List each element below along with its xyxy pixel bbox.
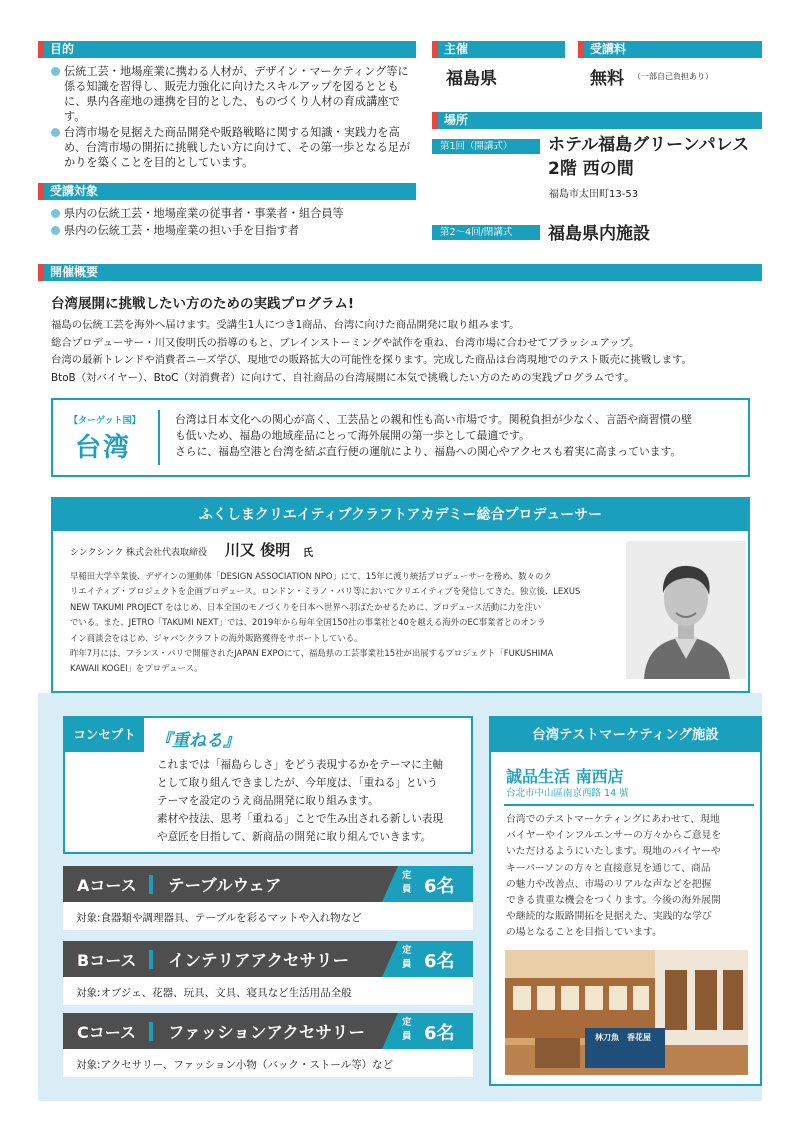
facility-address: 台北市中山區南京西路 14 號 <box>506 788 629 799</box>
producer-banner: ふくしまクリエイティブクラフトアカデミー総合プロデューサー <box>53 499 748 531</box>
organizer-value: 福島県 <box>446 69 497 89</box>
facility-desc <box>506 812 721 942</box>
concept-line: 素材や技法、思考「重ねる」ことで生み出される新しい表現 <box>157 813 444 825</box>
facility-divider <box>504 804 754 806</box>
course-capacity <box>398 866 473 902</box>
audience-heading-bar <box>38 183 416 200</box>
bio-line: KAWAII KOGEI」をプロデュース。 <box>70 663 203 674</box>
facility-banner: 台湾テストマーケティング施設 <box>491 718 760 752</box>
concept-line: これまでは「福島らしさ」をどう表現するかをテーマに主軸 <box>157 759 444 771</box>
facility-line: キーパーソンの方々と直接意見を通じて、商品 <box>506 862 711 874</box>
target-line: さらに、福島空港と台湾を結ぶ直行便の運航により、福島への関心やアクセスも着実に高まっています。 <box>175 445 682 458</box>
target-divider <box>158 410 160 465</box>
producer-org: シンクシンク 株式会社代表取締役 <box>70 548 208 558</box>
venue-first-address: 福島市太田町13-53 <box>549 189 639 200</box>
producer-box <box>51 497 750 693</box>
audience-item: 県内の伝統工芸・地場産業の従事者・事業者・組合員等 <box>50 206 416 221</box>
facility-line: の魅力や改善点、市場のリアルな声などを把握 <box>506 878 712 890</box>
course-target: 対象:食器類や調理器具、テーブルを彩るマットや入れ物など <box>76 912 362 924</box>
concept-line: テーマを設定のうえ商品開発に取り組みます。 <box>157 795 379 807</box>
concept-box <box>63 716 473 854</box>
target-country-label: 【ターゲット国】 <box>69 416 141 426</box>
facility-line: できる貴重な機会をつくります。今後の海外展開 <box>506 895 721 907</box>
bio-line: NEW TAKUMI PROJECT をはじめ、日本全国のモノづくりを日本へ世界へ羽ばたかせるために、プロデュース活動に力を注い <box>70 601 542 612</box>
course-a <box>63 866 473 930</box>
course-target: 対象:オブジェ、花器、玩具、文具、寝具など生活用品全般 <box>76 987 352 999</box>
venue-first <box>548 133 749 181</box>
venue-first-tag: 第1回（開講式） <box>432 139 540 154</box>
course-capacity <box>398 941 473 977</box>
capacity-value: 6名 <box>424 951 455 972</box>
target-country-box <box>51 398 750 477</box>
bio-line: 昨年7月には、フランス・パリで開催されたJAPAN EXPOにて、福島県の工芸事業社15社が出展するプロジェクト「FUKUSHIMA <box>70 648 554 659</box>
bio-line: でいる。また、JETRO「TAKUMI NEXT」では、2019年から毎年全国150社の事業社と40を越える海外のEC事業者とのオンラ <box>70 617 546 628</box>
fee-heading: 受講料 <box>590 42 627 56</box>
purpose-heading-bar <box>38 41 416 58</box>
course-c <box>63 1013 473 1077</box>
facility-line: や継続的な販路開拓を見据えた、実践的な学び <box>506 911 712 923</box>
producer-bio <box>70 569 645 677</box>
overview-title: 台湾展開に挑戦したい方のための実践プログラム! <box>51 296 355 312</box>
course-code: Bコース <box>77 951 137 970</box>
concept-label: コンセプト <box>65 718 144 752</box>
producer-name: 川又 俊明 <box>225 541 291 559</box>
facility-store: 誠品生活 南西店 <box>506 767 624 786</box>
concept-title: 『重ねる』 <box>155 731 240 751</box>
venue-heading: 場所 <box>444 113 469 127</box>
capacity-label: 定員 <box>402 1017 412 1042</box>
facility-box <box>489 716 762 1086</box>
overview-line: 福島の伝統工芸を海外へ届けます。受講生1人につき1商品、台湾に向けた商品開発に取り組みます。 <box>51 319 520 331</box>
course-name: インテリアアクセサリー <box>168 951 350 970</box>
course-name: ファッションアクセサリー <box>168 1023 365 1042</box>
capacity-value: 6名 <box>424 876 455 897</box>
course-b-header <box>63 941 473 977</box>
booth-sign-2: 香花屋 <box>627 1033 651 1042</box>
purpose-item: 伝統工芸・地場産業に携わる人材が、デザイン・マーケティング等に係る知識を習得し、販売力強化に向けたスキルアップを図るとともに、県内各産地の連携を目的とした、ものづくり人材の育成講座です。 <box>50 64 416 124</box>
organizer-heading-bar <box>432 41 565 58</box>
overview-heading-bar <box>38 264 762 281</box>
course-name: テーブルウェア <box>168 876 282 895</box>
course-b <box>63 941 473 1005</box>
course-capacity <box>398 1013 473 1049</box>
venue-first-name: ホテル福島グリーンパレス <box>548 135 750 155</box>
facility-line: バイヤーやインフルエンサーの方々からご意見を <box>506 830 722 842</box>
course-code: Aコース <box>77 876 137 895</box>
bio-line: イン商談会をはじめ、ジャパンクラフトの海外販路獲得をサポートしている。 <box>70 632 363 643</box>
course-c-header <box>63 1013 473 1049</box>
overview-line: BtoB（対バイヤー）、BtoC（対消費者）に向けて、自社商品の台湾展開に本気で挑戦したい方のための実践プログラムです。 <box>51 371 635 384</box>
fee-note: （一部自己負担あり） <box>633 72 713 81</box>
facility-line: の場となることを目指しています。 <box>506 927 662 939</box>
concept-line: として取り組んできましたが、今年度は、「重ねる」という <box>157 777 438 789</box>
fee-value: 無料 <box>590 69 624 89</box>
audience-heading: 受講対象 <box>50 184 99 198</box>
purpose-item: 台湾市場を見据えた商品開発や販路戦略に関する知識・実践力を高め、台湾市場の開拓に挑戦したい方に向けて、その第一歩となる足がかりを築くことを目的としています。 <box>50 125 416 170</box>
producer-photo <box>626 541 746 679</box>
target-line: も低いため、福島の地域産品にとって海外展開の第一歩として最適です。 <box>175 429 530 442</box>
bio-line: 早稲田大学卒業後、デザインの運動体「DESIGN ASSOCIATION NPO」にて、15年に渡り統括プロデューサーを務め、数々のク <box>70 571 552 581</box>
target-country-name: 台湾 <box>75 433 132 463</box>
audience-list <box>50 206 416 238</box>
course-target: 対象:アクセサリー、ファッション小物（バック・ストール等）など <box>76 1059 394 1071</box>
store-photo <box>505 950 748 1075</box>
person-portrait-icon <box>626 541 746 679</box>
organizer-heading: 主催 <box>444 42 469 56</box>
bio-line: リエイティブ・プロジェクトを企画プロデュース。ロンドン・ミラノ・パリ等においてクリエイティブを発信してきた。独立後、LEXUS <box>70 586 581 597</box>
capacity-label: 定員 <box>402 945 412 970</box>
fee-heading-bar <box>578 41 762 58</box>
target-line: 台湾は日本文化への関心が高く、工芸品との親和性も高い市場です。関税負担が少なく、言語や商習慣の壁 <box>175 413 692 426</box>
venue-first-room: 2階 西の間 <box>548 159 634 179</box>
booth-sign-1: 林刀魚 <box>595 1033 619 1042</box>
concept-line: や意匠を目指して、新商品の開発に取り組んでいきます。 <box>157 831 432 843</box>
capacity-label: 定員 <box>402 870 412 895</box>
audience-item: 県内の伝統工芸・地場産業の担い手を目指す者 <box>50 223 416 238</box>
venue-heading-bar <box>432 112 762 129</box>
course-code: Cコース <box>77 1023 136 1042</box>
store-interior-icon <box>505 950 748 1075</box>
course-a-header <box>63 866 473 902</box>
purpose-heading: 目的 <box>50 42 75 56</box>
purpose-list <box>50 64 416 170</box>
facility-line: 台湾でのテストマーケティングにあわせて、現地 <box>506 814 720 825</box>
target-country-desc <box>175 412 692 460</box>
overview-line: 総合プロデューサー・川又俊明氏の指導のもと、ブレインストーミングや試作を重ね、台湾市場に合わせてブラッシュアップ。 <box>51 336 640 349</box>
venue-second-tag: 第2〜4回/閉講式 <box>432 225 540 240</box>
concept-body <box>157 756 443 846</box>
overview-heading: 開催概要 <box>50 265 99 279</box>
overview-body <box>51 317 766 387</box>
facility-line: いただけるようにいたします。現地のバイヤーや <box>506 846 721 858</box>
venue-second-name: 福島県内施設 <box>548 224 650 244</box>
overview-line: 台湾の最新トレンドや消費者ニーズ学び、現地での販路拡大の可能性を探ります。完成した商品は台湾現地でのテスト販売に挑戦します。 <box>51 354 692 366</box>
capacity-value: 6名 <box>424 1023 455 1044</box>
producer-suffix: 氏 <box>303 548 313 559</box>
